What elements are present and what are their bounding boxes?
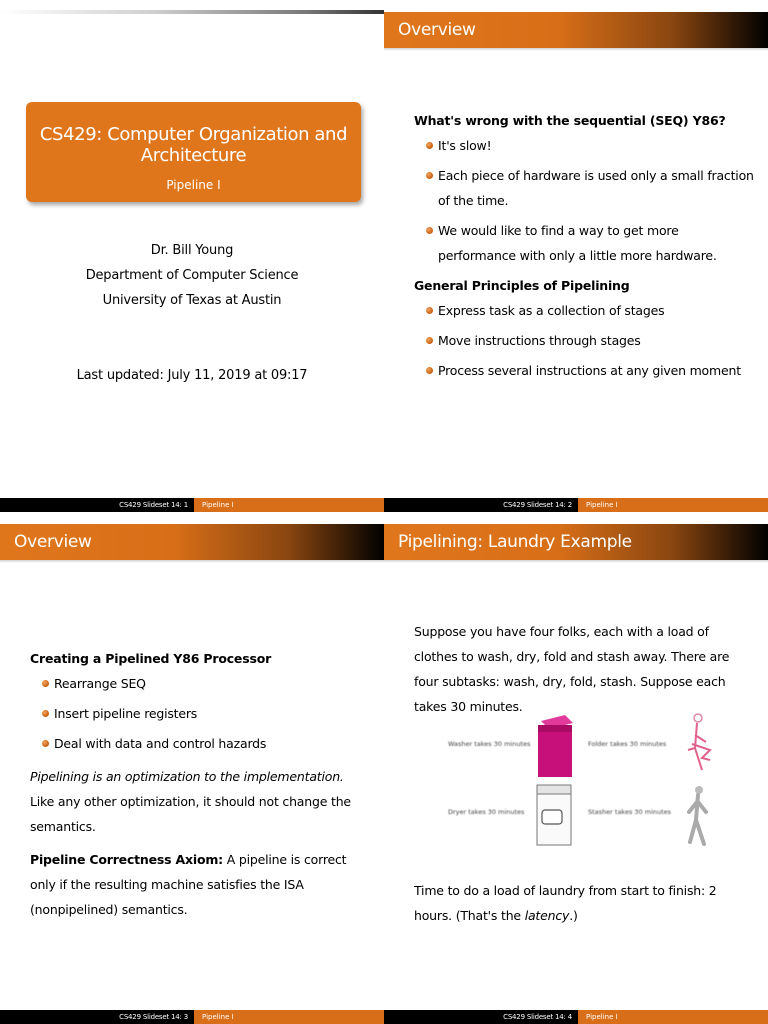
walking-person-icon <box>684 784 712 850</box>
list-item: Rearrange SEQ <box>42 671 360 696</box>
footer-topic: Pipeline I <box>194 1010 384 1024</box>
slide-overview-1 <box>384 0 768 512</box>
footer-slideset: CS429 Slideset 14: 3 <box>0 1010 194 1024</box>
laundry-illustration <box>424 710 724 852</box>
emphasis-text: latency <box>524 908 570 923</box>
slide-body <box>30 646 360 922</box>
slide-title <box>0 0 384 512</box>
paragraph-text: A pipeline is correct only if the resulting machine satisfies the ISA (nonpipelined) semantics. <box>30 852 347 917</box>
slide-heading: Overview <box>0 524 384 560</box>
footer-slideset: CS429 Slideset 14: 4 <box>384 1010 578 1024</box>
last-updated: Last updated: July 11, 2019 at 09:17 <box>76 368 308 383</box>
author-department: Department of Computer Science <box>85 268 299 283</box>
author-block <box>0 238 384 313</box>
list-item: Move instructions through stages <box>426 328 759 353</box>
footer-topic: Pipeline I <box>194 498 384 512</box>
stasher-label: Stasher takes 30 minutes <box>588 808 672 816</box>
section-heading: Creating a Pipelined Y86 Processor <box>30 651 272 666</box>
steps-list <box>42 671 360 756</box>
principles-list <box>426 298 759 383</box>
paragraph-text: Time to do a load of laundry from start to finish: 2 hours. (That's the <box>414 883 717 923</box>
paragraph-text: Like any other optimization, it should not change the semantics. <box>30 794 351 834</box>
washer-label: Washer takes 30 minutes <box>448 740 531 748</box>
dryer-icon <box>534 782 574 848</box>
slide-footer <box>0 1010 384 1024</box>
slide-overview-2 <box>0 512 384 1024</box>
emphasis-text: Pipelining is an optimization to the implementation. <box>30 769 344 784</box>
paragraph-text: .) <box>569 908 578 923</box>
list-item: Process several instructions at any given moment <box>426 358 759 383</box>
slide-footer <box>0 498 384 512</box>
presentation-title: CS429: Computer Organization and Architecture <box>39 124 348 166</box>
list-item: Deal with data and control hazards <box>42 731 360 756</box>
dryer-label: Dryer takes 30 minutes <box>448 808 525 816</box>
problem-list <box>426 133 759 268</box>
footer-slideset: CS429 Slideset 14: 1 <box>0 498 194 512</box>
folding-person-icon <box>682 710 712 780</box>
list-item: Each piece of hardware is used only a small fraction of the time. <box>426 163 759 213</box>
top-rule <box>0 10 384 14</box>
slide-footer <box>384 498 768 512</box>
list-item: Express task as a collection of stages <box>426 298 759 323</box>
slide-heading: Pipelining: Laundry Example <box>384 524 768 560</box>
principles-heading: General Principles of Pipelining <box>414 278 630 293</box>
footer-topic: Pipeline I <box>578 498 768 512</box>
washer-icon <box>535 713 577 778</box>
latency-paragraph <box>414 878 749 928</box>
slide-body <box>414 108 759 388</box>
question-heading: What's wrong with the sequential (SEQ) Y86? <box>414 113 726 128</box>
slide-heading: Overview <box>384 12 768 48</box>
list-item: We would like to find a way to get more performance with only a little more hardware. <box>426 218 759 268</box>
author-name: Dr. Bill Young <box>150 243 234 258</box>
footer-topic: Pipeline I <box>578 1010 768 1024</box>
axiom-label: Pipeline Correctness Axiom: <box>30 852 223 867</box>
title-box <box>26 102 361 202</box>
folder-label: Folder takes 30 minutes <box>588 740 667 748</box>
axiom-paragraph <box>30 847 360 922</box>
intro-paragraph: Suppose you have four folks, each with a load of clothes to wash, dry, fold and stash away. There are four subtasks: wash, dry, fold, stash. Suppose each takes 30 minutes. <box>414 624 730 714</box>
presentation-subtitle: Pipeline I <box>166 178 221 192</box>
footer-slideset: CS429 Slideset 14: 2 <box>384 498 578 512</box>
list-item: It's slow! <box>426 133 759 158</box>
slide-laundry-example <box>384 512 768 1024</box>
optimization-paragraph <box>30 764 360 839</box>
list-item: Insert pipeline registers <box>42 701 360 726</box>
slide-footer <box>384 1010 768 1024</box>
author-university: University of Texas at Austin <box>102 293 282 308</box>
